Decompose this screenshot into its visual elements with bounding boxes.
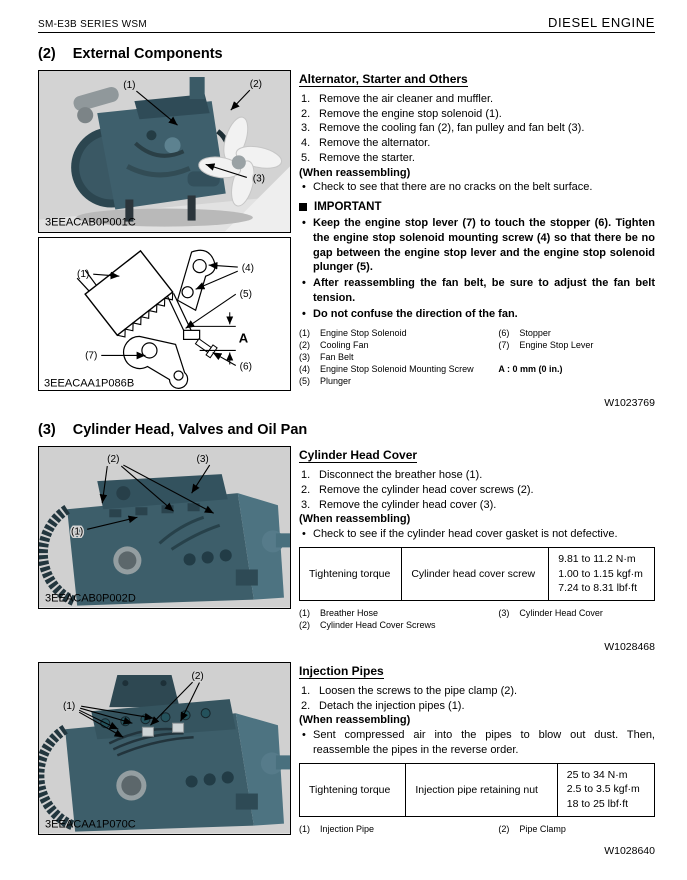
part-entry (498, 608, 655, 620)
callout-2-label: (2) (249, 79, 262, 91)
section-title: Cylinder Head, Valves and Oil Pan (72, 422, 308, 439)
part-entry (498, 340, 655, 352)
parts-legend (299, 824, 655, 836)
external-components-row (38, 70, 655, 409)
figure-code-label: 3EEACAB0P001C (45, 216, 136, 229)
section-heading-external (38, 46, 655, 62)
callout-3-label: (3) (252, 173, 265, 185)
part-name: Breather Hose (320, 608, 379, 619)
dimension-note: A : 0 mm (0 in.) (498, 364, 563, 375)
engine-photo-2-svg (39, 447, 290, 608)
step-item: Loosen the screws to the pipe clamp (2). (319, 685, 518, 698)
part-entry (299, 620, 498, 632)
step-item: Remove the engine stop solenoid (1). (319, 107, 502, 120)
figure-code-label: 3EEACAA1P086B (44, 377, 135, 390)
section-number: (2) (38, 46, 56, 62)
callout-2-label: (2) (191, 671, 204, 683)
step-item: Remove the starter. (319, 151, 415, 164)
part-number: (3) (498, 608, 510, 619)
step-item: Remove the alternator. (319, 137, 431, 150)
part-entry (299, 352, 498, 364)
parts-column-left (299, 608, 498, 632)
page-header (38, 15, 655, 33)
important-heading (299, 201, 655, 213)
callout-6-label: (6) (239, 361, 252, 373)
procedure-title: Cylinder Head Cover (299, 448, 418, 463)
figure-column (38, 446, 291, 613)
engine-photo-3-svg (39, 663, 290, 834)
torque-value: 7.24 to 8.31 lbf·ft (558, 582, 638, 595)
section-title: External Components (72, 46, 223, 62)
check-note: • Sent compressed air into the pipes to blow out dust. Then, reassemble the pipes in the reverse order. (299, 728, 655, 757)
head-cover-steps (299, 468, 655, 512)
part-name: Engine Stop Solenoid (320, 328, 407, 339)
part-name: Engine Stop Lever (519, 340, 594, 351)
procedure-title: Injection Pipes (299, 664, 384, 679)
part-number: (1) (299, 328, 310, 339)
part-name: Stopper (519, 328, 551, 339)
part-number: (2) (498, 823, 510, 834)
part-entry (299, 364, 498, 376)
torque-value: 9.81 to 11.2 N·m (558, 552, 636, 565)
part-name: Plunger (320, 376, 352, 387)
torque-label-cell: Tightening torque (300, 763, 406, 816)
part-number: (1) (299, 608, 310, 619)
figure-column (38, 662, 291, 839)
part-number: (3) (299, 352, 310, 363)
check-note-list (299, 728, 655, 757)
callout-1-label: (1) (77, 268, 90, 280)
section-heading-cylinder (38, 422, 655, 438)
step-item: Detach the injection pipes (1). (319, 699, 465, 712)
procedure-title: Alternator, Starter and Others (299, 72, 468, 86)
callout-1-label: (1) (62, 701, 76, 713)
parts-column-left (299, 328, 498, 388)
step-item: Remove the cylinder head cover screws (2). (319, 484, 534, 497)
parts-legend (299, 608, 655, 632)
reference-code: W1028468 (604, 641, 655, 654)
check-note: • Check to see that there are no cracks on the belt surface. (299, 180, 655, 195)
part-entry (498, 824, 655, 836)
callout-7-label: (7) (85, 350, 98, 362)
figure-engine-photo-3 (38, 662, 291, 835)
parts-column-right (498, 608, 655, 632)
torque-table (299, 763, 655, 817)
injection-steps (299, 684, 655, 713)
part-entry (299, 328, 498, 340)
part-entry (299, 376, 498, 388)
important-note: • Do not confuse the direction of the fan. (299, 307, 655, 322)
part-name: Fan Belt (320, 352, 354, 363)
torque-table (299, 547, 655, 601)
part-entry (299, 340, 498, 352)
important-notes (299, 216, 655, 321)
part-entry (299, 824, 498, 836)
callout-2-label: (2) (107, 454, 120, 466)
callout-5-label: (5) (239, 288, 252, 300)
alternator-text-column (299, 70, 655, 409)
part-entry (299, 608, 498, 620)
torque-label-cell: Tightening torque (300, 547, 402, 600)
parts-column-right (498, 328, 655, 388)
part-name: Cylinder Head Cover (519, 608, 603, 619)
part-name: Engine Stop Solenoid Mounting Screw (320, 364, 474, 375)
header-series-title: SM-E3B SERIES WSM (38, 19, 148, 30)
check-note: • Check to see if the cylinder head cover gasket is not defective. (299, 527, 655, 542)
parts-column-right (498, 824, 655, 836)
part-name: Cooling Fan (320, 340, 369, 351)
torque-item-cell: Cylinder head cover screw (402, 547, 549, 600)
section-number: (3) (38, 422, 56, 439)
figure-column (38, 70, 291, 395)
dimension-a-label: A (238, 330, 249, 346)
reference-code: W1028640 (604, 844, 655, 857)
figure-solenoid-diagram (38, 237, 291, 392)
part-name: Injection Pipe (320, 823, 375, 834)
alternator-steps (299, 92, 655, 166)
figure-code-label: 3EEACAA1P070C (45, 818, 136, 831)
parts-column-left (299, 824, 498, 836)
torque-values-cell (557, 763, 654, 816)
torque-value: 25 to 34 N·m (566, 768, 628, 781)
part-number: (7) (498, 340, 510, 351)
engine-photo-1-svg (39, 71, 290, 232)
torque-value: 1.00 to 1.15 kgf·m (558, 567, 643, 580)
cylinder-head-row (38, 446, 655, 653)
part-number: (6) (498, 328, 510, 339)
part-name: Cylinder Head Cover Screws (320, 620, 436, 631)
important-label: IMPORTANT (314, 201, 382, 214)
parts-legend (299, 328, 655, 388)
header-section-title: DIESEL ENGINE (547, 15, 655, 30)
step-item: Disconnect the breather hose (1). (319, 469, 483, 482)
important-marker-icon (299, 203, 307, 211)
spacer (498, 352, 655, 364)
important-note: • Keep the engine stop lever (7) to touch the stopper (6). Tighten the engine stop solenoid mounting screw (4) so that there be no gap between the engine stop lever and the engine stop solenoid plunger (5). (299, 216, 655, 275)
step-item: Remove the cooling fan (2), fan pulley and fan belt (3). (319, 122, 585, 135)
check-note-list (299, 527, 655, 542)
part-name: Pipe Clamp (519, 823, 566, 834)
when-reassembling-label: (When reassembling) (299, 166, 411, 179)
check-note-list (299, 180, 655, 195)
important-note: • After reassembling the fan belt, be sure to adjust the fan belt tension. (299, 276, 655, 305)
head-cover-text-column (299, 446, 655, 653)
part-number: (2) (299, 620, 310, 631)
callout-1-label: (1) (71, 526, 84, 538)
torque-value: 2.5 to 3.5 kgf·m (566, 783, 640, 796)
torque-item-cell: Injection pipe retaining nut (406, 763, 557, 816)
injection-pipes-row (38, 662, 655, 857)
callout-1-label: (1) (123, 80, 136, 92)
torque-value: 18 to 25 lbf·ft (566, 798, 629, 811)
injection-pipes-text-column (299, 662, 655, 857)
figure-engine-photo-1 (38, 70, 291, 233)
callout-4-label: (4) (241, 262, 254, 274)
when-reassembling-label: (When reassembling) (299, 513, 411, 526)
part-number: (2) (299, 340, 310, 351)
callout-3-label: (3) (196, 454, 209, 466)
figure-code-label: 3EEACAB0P002D (45, 592, 136, 605)
part-number: (5) (299, 376, 310, 387)
when-reassembling-label: (When reassembling) (299, 714, 411, 727)
part-entry (498, 328, 655, 340)
reference-code: W1023769 (604, 397, 655, 410)
step-item: Remove the air cleaner and muffler. (319, 93, 494, 105)
figure-engine-photo-2 (38, 446, 291, 609)
torque-values-cell (549, 547, 655, 600)
part-number: (1) (299, 823, 310, 834)
part-number: (4) (299, 364, 310, 375)
step-item: Remove the cylinder head cover (3). (319, 498, 497, 511)
solenoid-diagram-svg (39, 238, 290, 391)
